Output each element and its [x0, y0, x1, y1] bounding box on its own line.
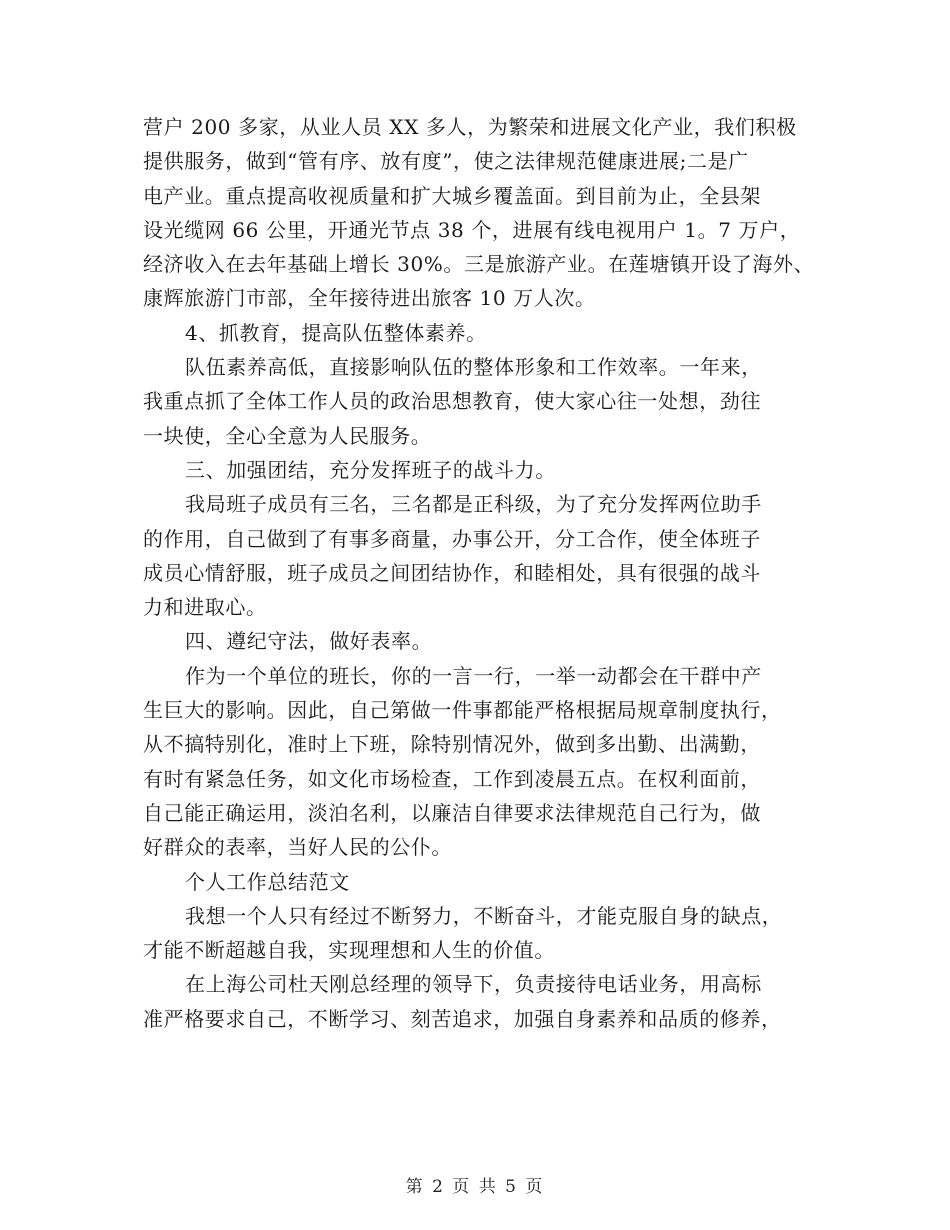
text-line: 生巨大的影响。因此，自己第做一件事都能严格根据局规章制度执行，: [143, 698, 782, 723]
text-line: 我重点抓了全体工作人员的政治思想教育，使大家心往一处想，劲往: [143, 389, 761, 414]
text-line: 准严格要求自己，不断学习、刻苦追求，加强自身素养和品质的修养，: [143, 1006, 782, 1031]
text-line: 康辉旅游门市部，全年接待进出旅客 10 万人次。: [143, 286, 596, 311]
section-heading: 四、遵纪守法，做好表率。: [185, 629, 433, 654]
section-heading: 三、加强团结，充分发挥班子的战斗力。: [185, 457, 556, 482]
text-line: 我局班子成员有三名，三名都是正科级，为了充分发挥两位助手: [185, 492, 762, 517]
text-line: 才能不断超越自我，实现理想和人生的价值。: [143, 938, 555, 963]
text-line: 力和进取心。: [143, 595, 267, 620]
text-line: 成员心情舒服，班子成员之间团结协作，和睦相处，具有很强的战斗: [143, 560, 761, 585]
text-line: 的作用，自己做到了有事多商量，办事公开，分工合作，使全体班子: [143, 526, 761, 551]
text-line: 经济收入在去年基础上增长 30%。三是旅游产业。在莲塘镇开设了海外、: [143, 252, 815, 277]
text-line: 一块使，全心全意为人民服务。: [143, 423, 432, 448]
document-body: [143, 110, 843, 1036]
text-line: 电产业。重点提高收视质量和扩大城乡覆盖面。到目前为止，全县架: [143, 183, 761, 208]
article-title: 个人工作总结范文: [185, 869, 350, 894]
text-line: 队伍素养高低，直接影响队伍的整体形象和工作效率。一年来，: [185, 355, 762, 380]
text-line: 自己能正确运用，淡泊名利，以廉洁自律要求法律规范自己行为，做: [143, 800, 761, 825]
text-line: 好群众的表率，当好人民的公仆。: [143, 835, 452, 860]
text-line: 在上海公司杜天刚总经理的领导下，负责接待电话业务，用高标: [185, 972, 762, 997]
page-number-footer: 第 2 页 共 5 页: [405, 1177, 545, 1197]
text-line: 我想一个人只有经过不断努力，不断奋斗，才能克服自身的缺点，: [185, 903, 783, 928]
text-line: 作为一个单位的班长，你的一言一行，一举一动都会在干群中产: [185, 663, 762, 688]
text-line: 有时有紧急任务，如文化市场检查，工作到凌晨五点。在权利面前，: [143, 766, 761, 791]
text-line: 设光缆网 66 公里，开通光节点 38 个，进展有线电视用户 1。7 万户，: [143, 217, 801, 242]
section-heading: 4、抓教育，提高队伍整体素养。: [185, 320, 487, 345]
text-line: 营户 200 多家，从业人员 XX 多人，为繁荣和进展文化产业，我们积极: [143, 115, 797, 139]
text-line: 提供服务，做到“管有序、放有度”，使之法律规范健康进展;二是广: [143, 149, 749, 174]
text-line: 从不搞特别化，准时上下班，除特别情况外，做到多出勤、出满勤，: [143, 732, 761, 757]
